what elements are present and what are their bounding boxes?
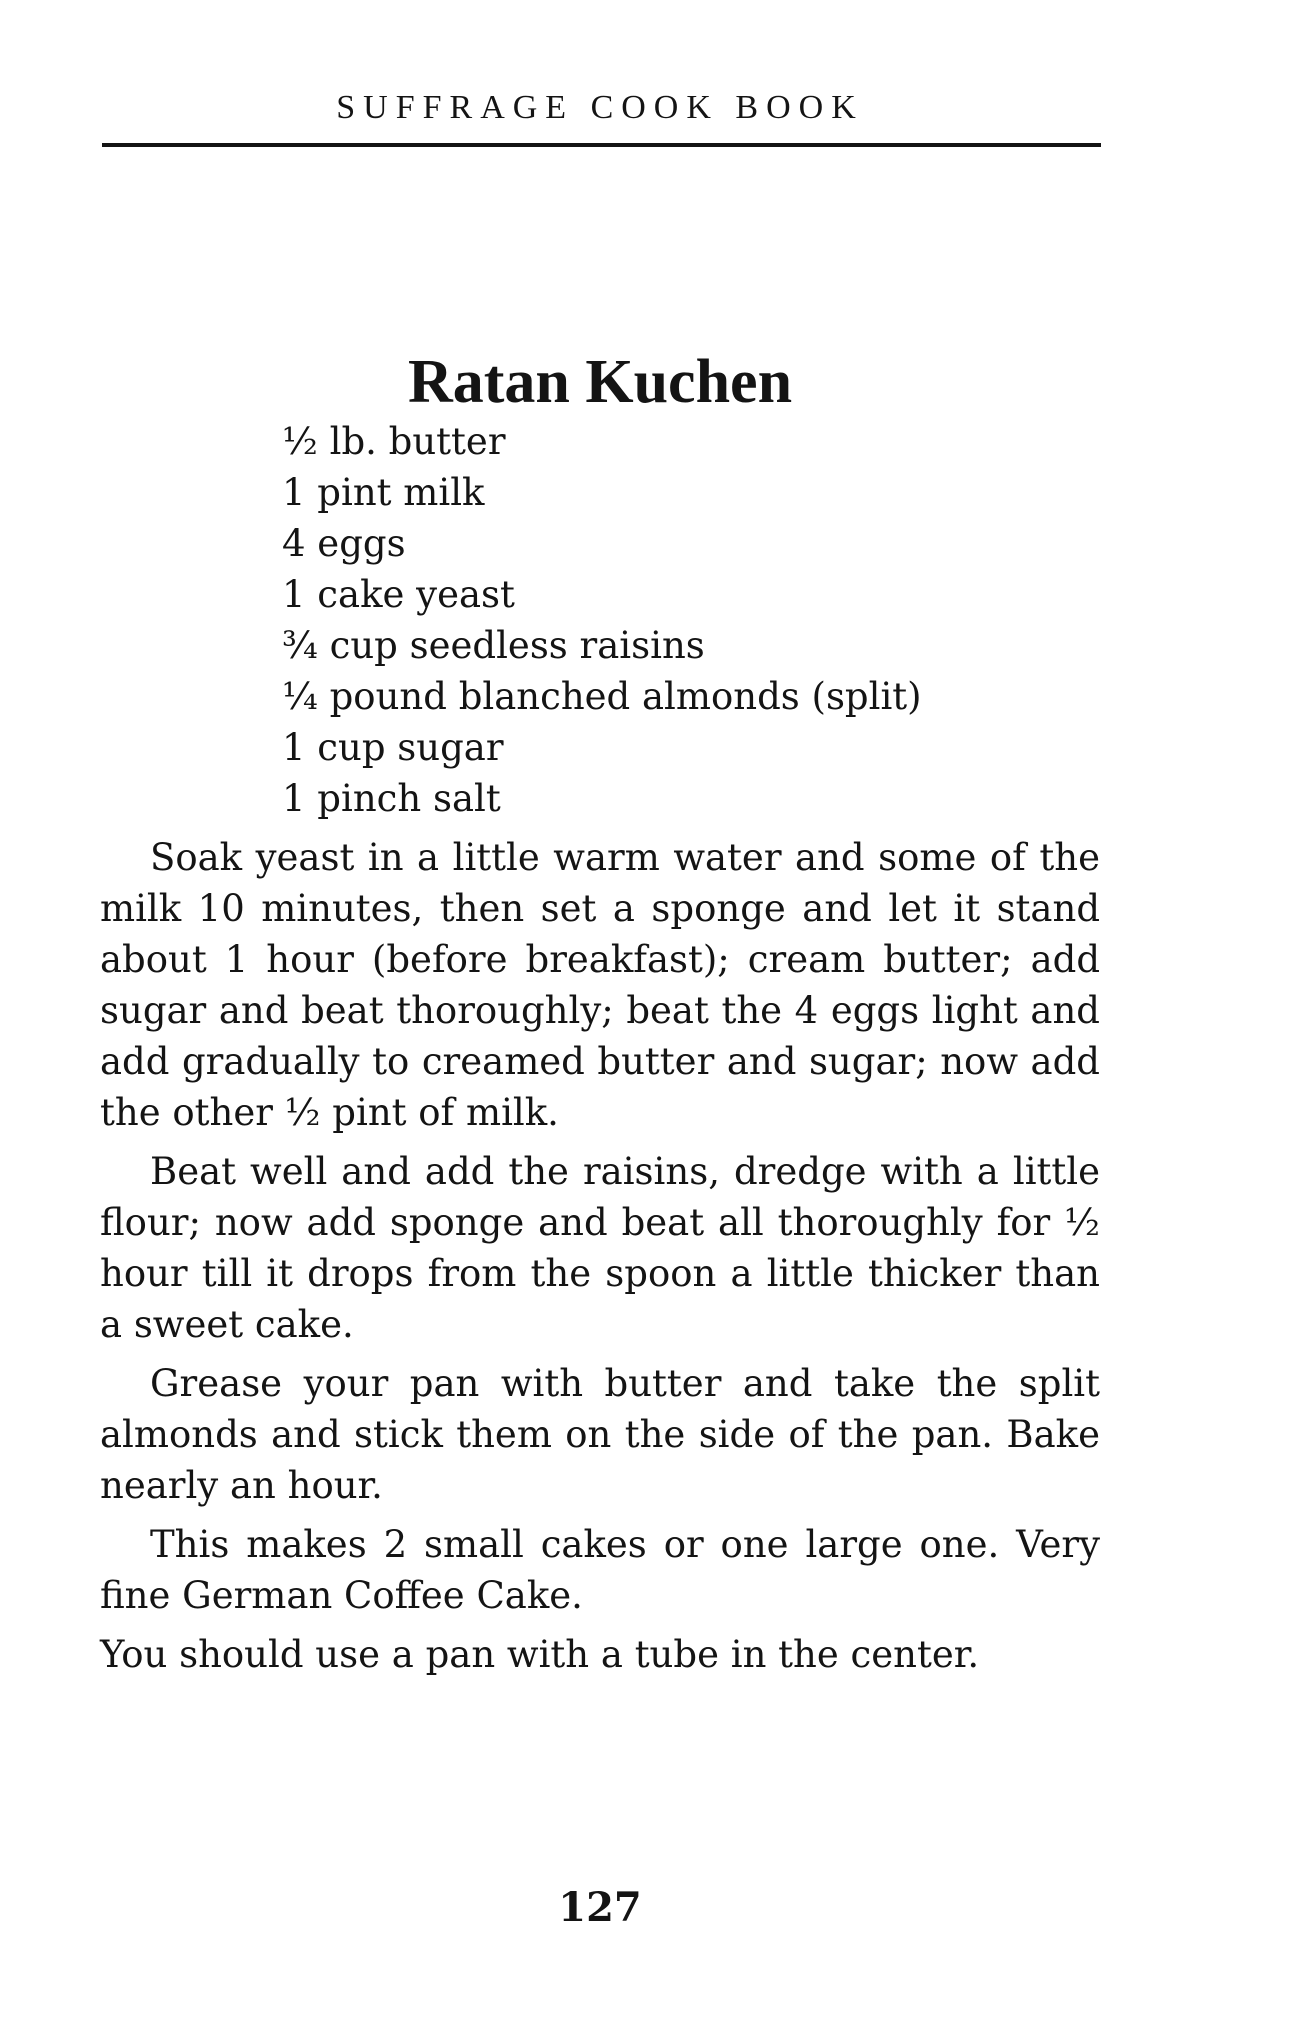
header-rule: [102, 143, 1101, 147]
method-paragraph: This makes 2 small cakes or one large one. Very fine German Coffee Cake.: [100, 1523, 1100, 1617]
method-paragraph: You should use a pan with a tube in the center.: [100, 1633, 980, 1676]
ingredient-item: ¾ cup seedless raisins: [282, 624, 705, 667]
method-paragraph: Grease your pan with butter and take the split almonds and stick them on the side of the pan. Bake nearly an hour.: [100, 1362, 1100, 1507]
ingredient-list: [282, 416, 1082, 824]
ingredient-item: 1 pinch salt: [282, 777, 501, 820]
page-number: 127: [558, 1884, 642, 1931]
method-paragraph: Soak yeast in a little warm water and some of the milk 10 minutes, then set a sponge and let it stand about 1 hour (before breakfast); cream butter; add sugar and beat thoroughly; beat the 4 eggs light and add gradually to creamed butter and sugar; now add the other ½ pint of milk.: [100, 836, 1100, 1134]
method-paragraph: Beat well and add the raisins, dredge with a little flour; now add sponge and beat all thoroughly for ½ hour till it drops from the spoon a little thicker than a sweet cake.: [100, 1150, 1100, 1346]
recipe-title: Ratan Kuchen: [407, 347, 793, 416]
recipe-method: [100, 832, 1100, 1688]
ingredient-item: 1 cup sugar: [282, 726, 504, 769]
ingredient-item: 1 pint milk: [282, 471, 485, 514]
ingredient-item: 4 eggs: [282, 522, 406, 565]
ingredient-item: ½ lb. butter: [282, 420, 506, 463]
ingredient-item: 1 cake yeast: [282, 573, 515, 616]
running-head: SUFFRAGE COOK BOOK: [336, 89, 864, 126]
ingredient-item: ¼ pound blanched almonds (split): [282, 675, 922, 718]
